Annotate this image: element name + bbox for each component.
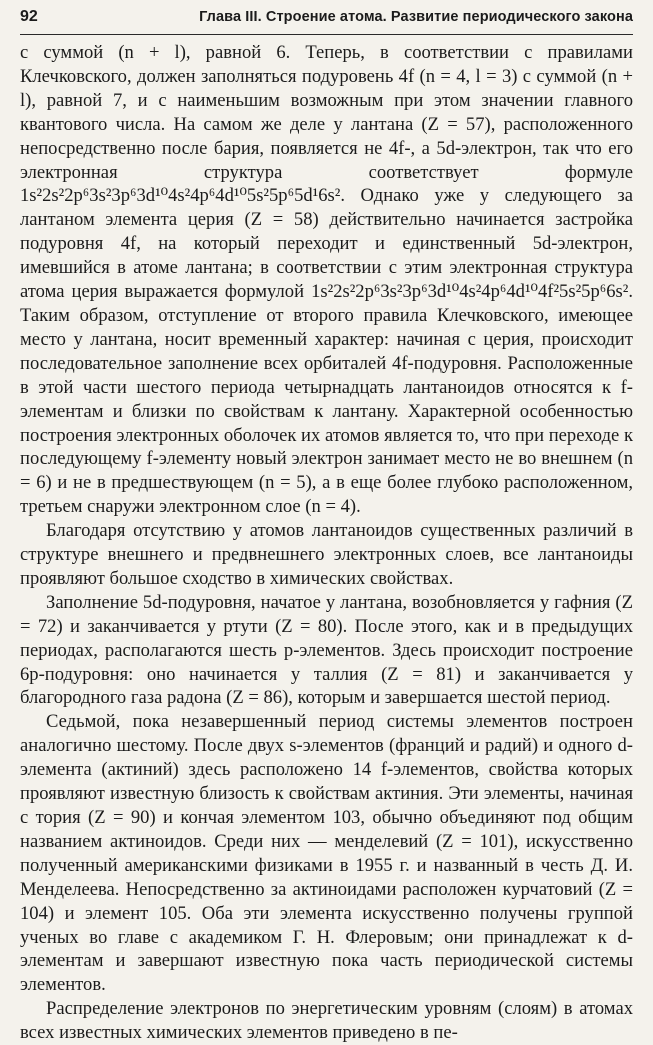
page-body	[20, 41, 633, 1045]
paragraph-2: Благодаря отсутствию у атомов лантаноидов существенных различий в структуре внешнего и предвнешнего электронных слоев, все лантаноиды проявляют большое сходство в химических свойствах.	[20, 520, 633, 589]
paragraph-4: Седьмой, пока незавершенный период системы элементов построен аналогично шестому. После двух s-элементов (франций и радий) и одного d-элемента (актиний) здесь расположено 14 f-элементов, свойства которых проявляют известную близость к свойствам актиния. Эти элементы, начиная с тория (Z = 90) и кончая элементом 103, обычно объединяют под общим названием актиноидов. Среди них — менделевий (Z = 101), искусственно полученный американскими физиками в 1955 г. и названный в честь Д. И. Менделеева. Непосредственно за актиноидами расположен курчатовий (Z = 104) и элемент 105. Оба эти элемента искусственно получены группой ученых во главе с академиком Г. Н. Флеровым; они принадлежат к d-элементам и завершают известную пока часть периодической системы элементов.	[20, 711, 633, 996]
page-number: 92	[20, 8, 38, 25]
paragraph-3: Заполнение 5d-подуровня, начатое у лантана, возобновляется у гафния (Z = 72) и заканчивается у ртути (Z = 80). После этого, как и в предыдущих периодах, располагаются шесть p-элементов. Здесь происходит построение 6p-подуровня: оно начинается у таллия (Z = 81) и заканчивается у благородного газа радона (Z = 86), которым и завершается шестой период.	[20, 591, 633, 709]
running-head: Глава III. Строение атома. Развитие периодического закона	[199, 9, 633, 25]
paragraph-5: Распределение электронов по энергетическим уровням (слоям) в атомах всех известных химических элементов приведено в пе-	[20, 998, 633, 1044]
paragraph-1: с суммой (n + l), равной 6. Теперь, в соответствии с правилами Клечковского, должен заполняться подуровень 4f (n = 4, l = 3) с суммой (n + l), равной 7, и с наименьшим возможным при этом значении главного квантового числа. На самом же деле у лантана (Z = 57), расположенного непосредственно после бария, появляется не 4f-, а 5d-электрон, так что его электронная структура соответствует формуле 1s²2s²2p⁶3s²3p⁶3d¹⁰4s²4p⁶4d¹⁰5s²5p⁶5d¹6s². Однако уже у следующего за лантаном элемента церия (Z = 58) действительно начинается застройка подуровня 4f, на который переходит и единственный 5d-электрон, имевшийся в атоме лантана; в соответствии с этим электронная структура атома церия выражается формулой 1s²2s²2p⁶3s²3p⁶3d¹⁰4s²4p⁶4d¹⁰4f²5s²5p⁶6s². Таким образом, отступление от второго правила Клечковского, имеющее место у лантана, носит временный характер: начиная с церия, происходит последовательное заполнение всех орбиталей 4f-подуровня. Расположенные в этой части шестого периода четырнадцать лантаноидов относятся к f-элементам и близки по свойствам к лантану. Характерной особенностью построения электронных оболочек их атомов является то, что при переходе к последующему f-элементу новый электрон занимает место не во внешнем (n = 6) и не в предшествующем (n = 5), а в еще более глубоко расположенном, третьем снаружи электронном слое (n = 4).	[20, 42, 633, 518]
page-header	[20, 8, 633, 35]
